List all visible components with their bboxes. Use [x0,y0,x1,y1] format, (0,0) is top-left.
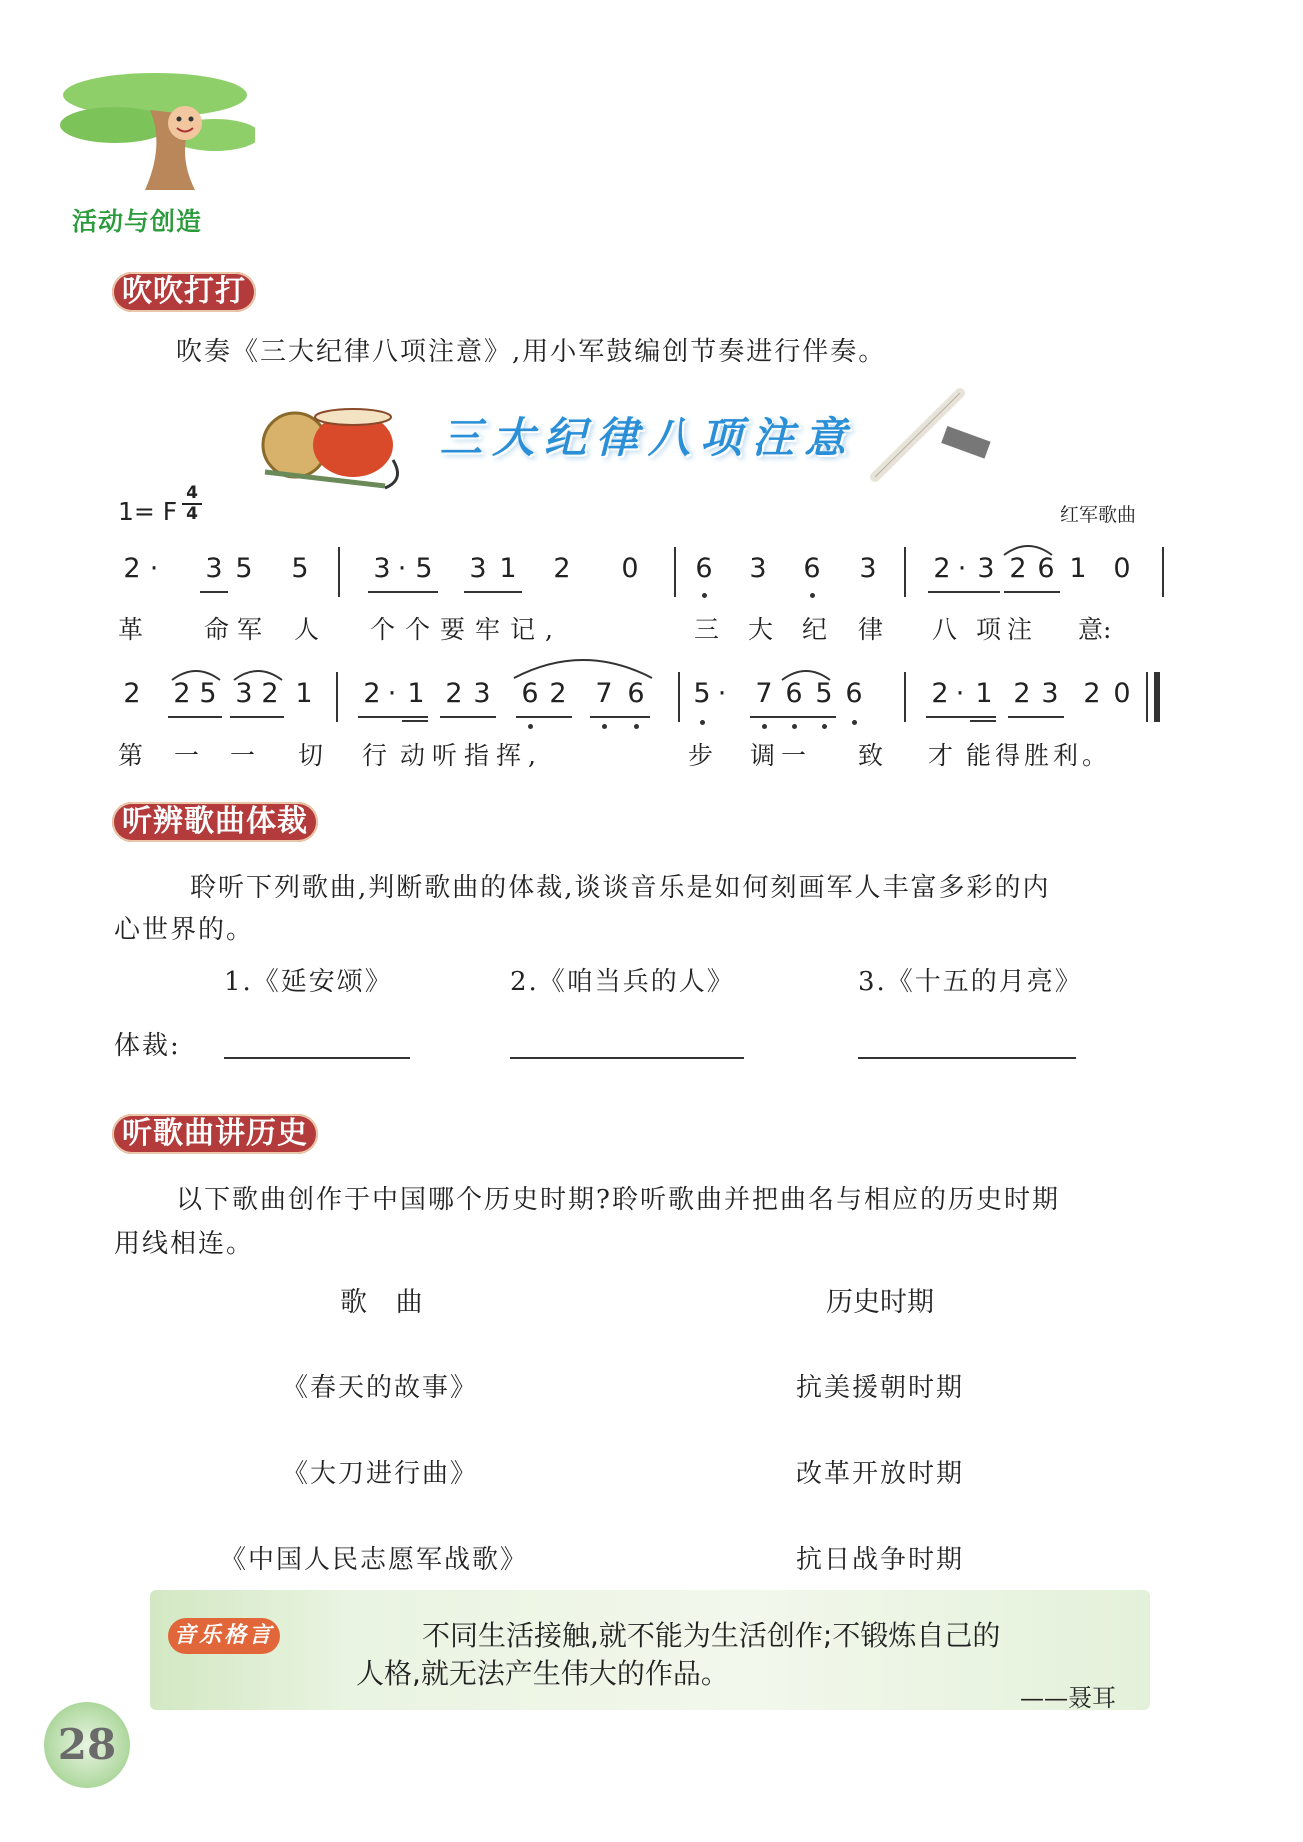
song-title: 三大纪律八项注意 [440,413,857,462]
lyric: 切 [298,741,324,770]
lyric: 大 [748,615,774,644]
column-header-song: 歌 曲 [340,1287,433,1318]
lyric: 八 [932,615,958,644]
lyric: 意: [1078,615,1112,644]
lyric: 一 [174,741,200,770]
column-header-period: 历史时期 [826,1287,934,1318]
motto-badge: 音乐格言 [168,1618,280,1654]
lyric: 步 [688,741,714,770]
match-period-3[interactable]: 抗日战争时期 [796,1545,965,1575]
lyric: 一 [230,741,256,770]
key-signature: 1= F [118,497,178,526]
lyric: 调一 [750,741,813,770]
motto-box [150,1590,1150,1710]
lyrics-line-1 [118,610,1178,646]
match-song-2[interactable]: 《大刀进行曲》 [282,1459,479,1489]
lyric: 律 [858,615,884,644]
lyric: 项注 [976,615,1039,644]
lyric: 革 [118,615,144,644]
match-song-1[interactable]: 《春天的故事》 [282,1373,479,1403]
section2-instruction-line2: 心世界的。 [114,915,255,945]
match-period-2[interactable]: 改革开放时期 [796,1459,965,1489]
lyric: 第 [118,741,144,770]
notation-line-2: 2 2 5 3 2 1 2 · 1 2 3 6 2 7 6 5 · 7 6 5 6 2 · 1 2 3 2 0 [118,672,1178,722]
lyric: 纪 [802,615,828,644]
lyric: 人 [294,615,320,644]
section-title-history: 听歌曲讲历史 [112,1114,318,1154]
lyric: 致 [858,741,884,770]
page-number: 28 [57,1720,117,1769]
section1-instruction: 吹奏《三大纪律八项注意》,用小军鼓编创节奏进行伴奏。 [176,337,887,367]
time-signature [182,484,202,524]
motto-line2: 人格,就无法产生伟大的作品。 [356,1657,729,1690]
genre-answer-blank-1[interactable] [224,1057,410,1059]
lyric: 才 [928,741,954,770]
lyric: 动听指挥, [400,741,543,770]
genre-label: 体裁: [114,1031,181,1061]
genre-answer-blank-2[interactable] [510,1057,744,1059]
genre-song-2: 2.《咱当兵的人》 [510,967,735,997]
time-signature-bottom: 4 [182,503,202,524]
page-number-badge [44,1702,130,1788]
lyric: 三 [694,615,720,644]
lyric: 行 [362,741,388,770]
lyric: 能得胜利。 [966,741,1112,770]
motto-author: ——聂耳 [1020,1684,1116,1712]
section-title-genre: 听辨歌曲体裁 [112,802,318,842]
drum-illustration [255,400,415,490]
lyric: 命军 [204,615,271,644]
genre-song-1: 1.《延安颂》 [224,967,393,997]
motto-line1: 不同生活接触,就不能为生活创作;不锻炼自己的 [422,1619,1001,1652]
tree-mascot-illustration [55,55,255,195]
match-song-3[interactable]: 《中国人民志愿军战歌》 [220,1545,529,1575]
section3-instruction-line2: 用线相连。 [114,1229,255,1259]
song-credit: 红军歌曲 [1060,504,1137,526]
time-signature-top: 4 [186,483,198,503]
brand-label: 活动与创造 [72,207,203,236]
match-period-1[interactable]: 抗美援朝时期 [796,1373,965,1403]
notation-line-1: 2 · 3 5 5 3 · 5 3 1 2 0 6 3 6 3 2 · 3 2 6 1 0 [118,547,1178,597]
section-title-chui-chui-da-da: 吹吹打打 [112,272,256,312]
section3-instruction-line1: 以下歌曲创作于中国哪个历史时期?聆听歌曲并把曲名与相应的历史时期 [176,1185,1060,1215]
lyrics-line-2 [118,736,1178,772]
section2-instruction-line1: 聆听下列歌曲,判断歌曲的体裁,谈谈音乐是如何刻画军人丰富多彩的内 [190,873,1051,903]
genre-song-3: 3.《十五的月亮》 [858,967,1083,997]
recorder-flute-illustration [865,385,995,485]
genre-answer-blank-3[interactable] [858,1057,1076,1059]
lyric: 个个要牢记, [370,615,563,644]
